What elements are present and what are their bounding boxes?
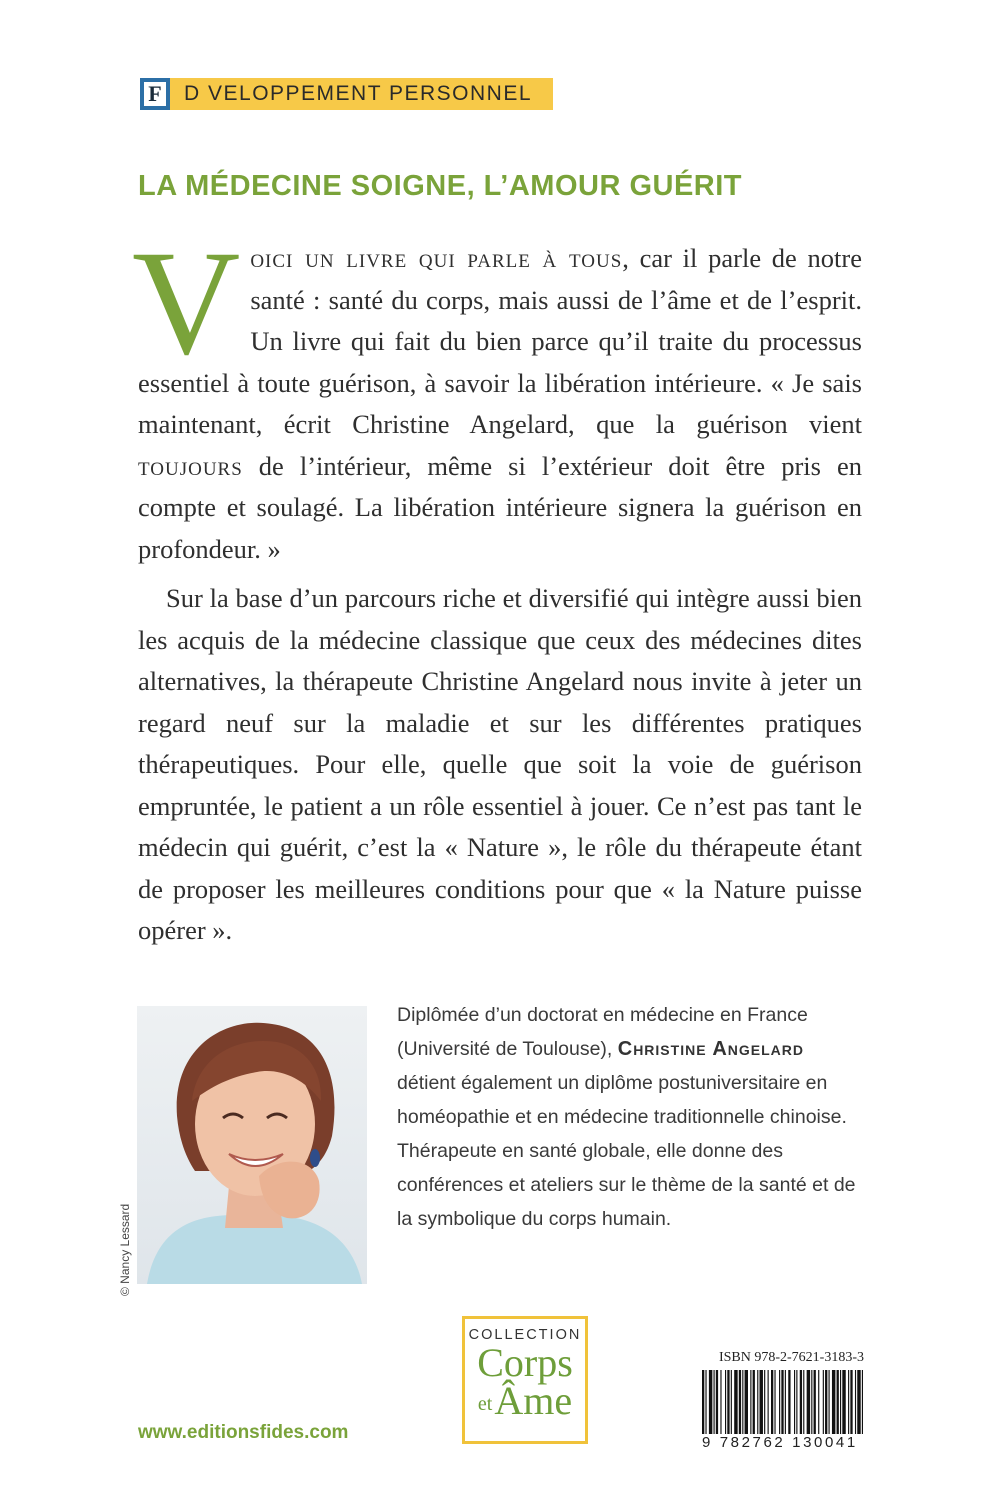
- barcode-bar: [781, 1370, 783, 1434]
- barcode-bar: [725, 1370, 726, 1434]
- author-bio: [397, 998, 863, 1236]
- barcode-bar: [716, 1370, 718, 1434]
- barcode-bar: [760, 1370, 763, 1434]
- barcode-bar: [774, 1370, 775, 1434]
- barcode-bar: [727, 1370, 729, 1434]
- barcode-bar: [803, 1370, 804, 1434]
- collection-conjunction: et: [477, 1393, 493, 1415]
- barcode-bar: [788, 1370, 790, 1434]
- barcode-bar: [750, 1370, 751, 1434]
- author-portrait-illustration: [137, 1006, 367, 1284]
- collection-name-word2: Âme: [494, 1378, 573, 1423]
- summary-paragraph-1: [132, 220, 862, 570]
- collection-name-line1: Corps: [477, 1340, 573, 1385]
- barcode-bar: [811, 1370, 812, 1434]
- fides-logo-letter: F: [144, 82, 166, 106]
- barcode-bar: [702, 1370, 704, 1434]
- barcode-bar: [709, 1370, 712, 1434]
- bio-part-a: Diplômée d’un doctorat en médecine en France (Université de Toulouse),: [397, 1004, 808, 1060]
- barcode-bar: [714, 1370, 715, 1434]
- headline: LA MÉDECINE SOIGNE, L’AMOUR GUÉRIT: [138, 170, 743, 202]
- collection-logo: [462, 1316, 588, 1444]
- barcode-bar: [837, 1370, 839, 1434]
- series-banner: [140, 78, 553, 110]
- barcode-bar: [745, 1370, 748, 1434]
- barcode: [702, 1370, 864, 1434]
- barcode-bar: [720, 1370, 721, 1434]
- barcode-bar: [825, 1370, 827, 1434]
- photo-credit: © Nancy Lessard: [118, 1203, 132, 1296]
- barcode-bar: [764, 1370, 765, 1434]
- barcode-bar: [800, 1370, 802, 1434]
- barcode-bar: [840, 1370, 841, 1434]
- author-name: Christine Angelard: [617, 1038, 805, 1060]
- barcode-bar: [785, 1370, 786, 1434]
- barcode-bar: [731, 1370, 732, 1434]
- author-photo: [137, 1006, 367, 1284]
- barcode-bar: [742, 1370, 743, 1434]
- barcode-bar: [771, 1370, 773, 1434]
- barcode-bar: [832, 1370, 835, 1434]
- summary-text: [132, 220, 862, 952]
- barcode-bar: [757, 1370, 758, 1434]
- barcode-bar: [848, 1370, 849, 1434]
- publisher-website-link[interactable]: www.editionsfides.com: [138, 1422, 349, 1443]
- paragraph-1-part-a: , car il parle de notre santé : santé du corps, mais aussi de l’âme et de l’esprit. Un livre qui fait du bien parce qu’il traite du processus essentiel à toute guérison, à savoir la libération intérieure. « Je sais maintenant, écrit Christine Angelard, que la guérison vient: [138, 243, 862, 439]
- summary-paragraph-2: Sur la base d’un parcours riche et diversifié qui intègre aussi bien les acquis de la médecine classique que ceux des médecines dites alternatives, la thérapeute Christine Angelard nous invite à jeter un regard neuf sur la maladie et sur les différentes pratiques thérapeutiques. Pour elle, quelle que soit la voie de guérison empruntée, le patient a un rôle essentiel à jouer. Ce n’est pas tant le médecin qui guérit, c’est la « Nature », le rôle du thérapeute étant de proposer les meilleures conditions pour que « la Nature puisse opérer ».: [138, 583, 862, 945]
- barcode-bar: [739, 1370, 741, 1434]
- barcode-bar: [794, 1370, 795, 1434]
- barcode-bar: [857, 1370, 860, 1434]
- collection-name-line2: [465, 1378, 585, 1423]
- barcode-bar: [796, 1370, 797, 1434]
- barcode-bar: [850, 1370, 852, 1434]
- bio-part-b: détient également un diplôme postuniversitaire en homéopathie et en médecine traditionnelle chinoise. Thérapeute en santé globale, elle donne des conférences et ateliers sur le thème de la santé et de la symbolique du corps humain.: [397, 1072, 856, 1230]
- barcode-bar: [705, 1370, 706, 1434]
- lead-in-smallcaps: oici un livre qui parle à tous: [250, 243, 623, 273]
- paragraph-1-part-b: de l’intérieur, même si l’extérieur doit être pris en compte et soulagé. La libération intérieure signera la guérison en profondeur. »: [138, 450, 862, 564]
- barcode-bar: [779, 1370, 780, 1434]
- barcode-bar: [842, 1370, 845, 1434]
- barcode-bar: [855, 1370, 856, 1434]
- barcode-bar: [823, 1370, 824, 1434]
- barcode-bar: [814, 1370, 816, 1434]
- barcode-bar: [768, 1370, 769, 1434]
- collection-label: COLLECTION: [468, 1327, 582, 1343]
- barcode-bar: [807, 1370, 810, 1434]
- isbn-label: ISBN 978-2-7621-3183-3: [718, 1350, 864, 1365]
- barcode-bar: [818, 1370, 819, 1434]
- barcode-bar: [753, 1370, 755, 1434]
- barcode-digits: 9 782762 130041: [702, 1434, 858, 1451]
- drop-cap: V: [132, 220, 241, 386]
- fides-logo: [140, 78, 170, 110]
- barcode-bar: [734, 1370, 737, 1434]
- series-label: D VELOPPEMENT PERSONNEL: [170, 78, 553, 110]
- barcode-bar: [862, 1370, 863, 1434]
- barcode-bar: [829, 1370, 830, 1434]
- emphasis-smallcaps: toujours: [138, 450, 243, 481]
